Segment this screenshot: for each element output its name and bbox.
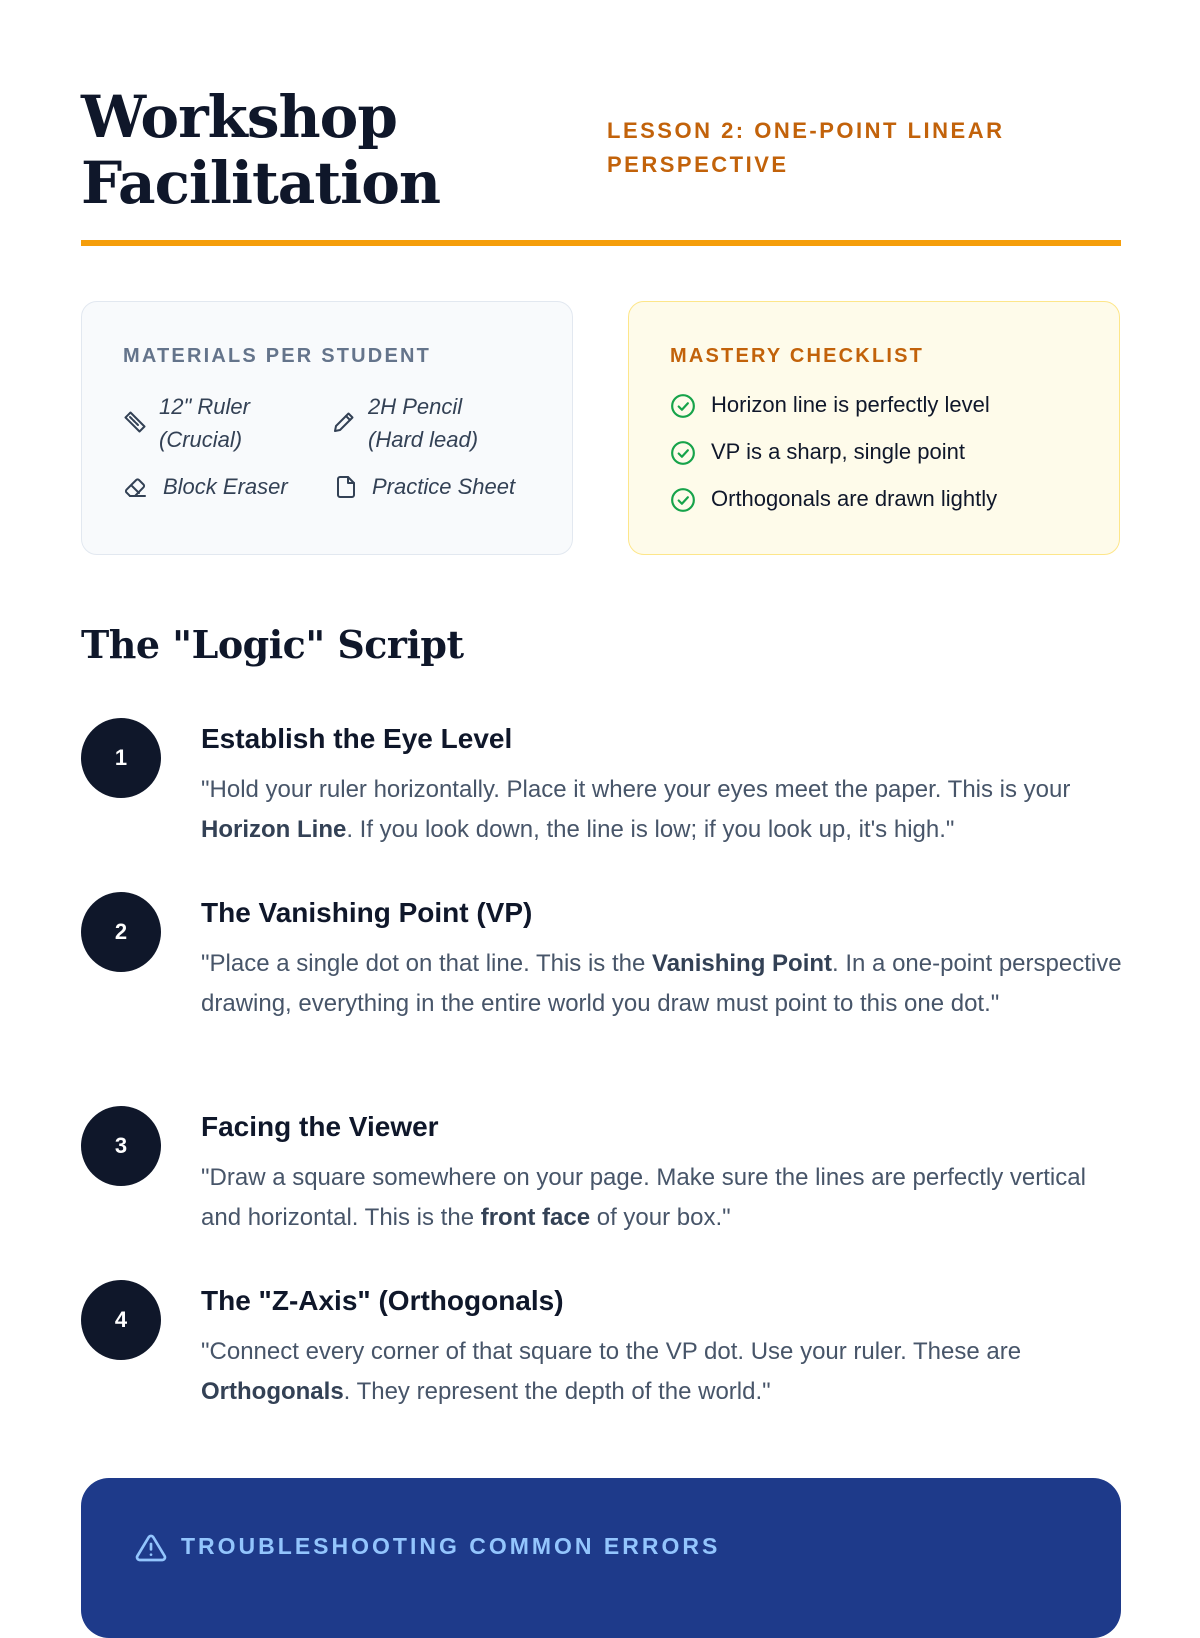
material-item-sublabel: (Crucial)	[159, 427, 243, 452]
material-item-sublabel: (Hard lead)	[368, 427, 479, 452]
lesson-subtitle-line2: PERSPECTIVE	[607, 152, 789, 177]
step-body	[201, 1332, 1123, 1412]
materials-title: MATERIALS PER STUDENT	[123, 345, 432, 367]
material-item-eraser	[123, 470, 323, 504]
step-body	[201, 944, 1123, 1024]
step-body-keyword: front face	[480, 1204, 591, 1231]
page-title-line2: Facilitation	[81, 149, 441, 217]
material-item-label: Block Eraser	[163, 474, 288, 499]
warning-icon	[135, 1532, 167, 1564]
material-item-label: 2H Pencil	[368, 394, 463, 419]
page-header	[81, 80, 1121, 240]
step-body-text: "Draw a square somewhere on your page. Make sure the lines are perfectly vertical and horizontal. This is the	[201, 1164, 1086, 1231]
lesson-subtitle	[607, 114, 1077, 182]
step-body	[201, 1158, 1123, 1238]
eraser-icon	[123, 475, 147, 499]
step-body-keyword: Horizon Line	[201, 816, 347, 843]
step-body	[201, 770, 1123, 850]
check-circle-icon	[670, 487, 696, 513]
material-item-label: Practice Sheet	[372, 474, 516, 499]
checklist-item-label: Horizon line is perfectly level	[711, 392, 990, 417]
script-section-title: The "Logic" Script	[81, 622, 464, 667]
materials-card	[81, 301, 573, 555]
troubleshooting-panel	[81, 1478, 1121, 1638]
step-title: The "Z-Axis" (Orthogonals)	[201, 1285, 564, 1316]
step-body-text: . In a one-point perspective drawing, everything in the entire world you draw must point to this one dot."	[201, 950, 1122, 1017]
material-item-label: 12" Ruler	[159, 394, 250, 419]
material-item-pencil	[332, 390, 532, 460]
checklist-title: MASTERY CHECKLIST	[670, 345, 925, 367]
mastery-checklist-card	[628, 301, 1120, 555]
step-title: Facing the Viewer	[201, 1111, 439, 1142]
step-number-badge: 1	[81, 718, 161, 798]
step-body-text: "Place a single dot on that line. This is the	[201, 950, 653, 977]
script-step-3	[81, 1106, 1121, 1236]
page-title	[81, 84, 581, 216]
checklist-item-label: Orthogonals are drawn lightly	[711, 486, 998, 511]
step-body-text: . If you look down, the line is low; if you look up, it's high."	[346, 816, 955, 843]
step-title: The Vanishing Point (VP)	[201, 897, 533, 928]
step-number-badge: 3	[81, 1106, 161, 1186]
step-title: Establish the Eye Level	[201, 723, 513, 754]
check-circle-icon	[670, 393, 696, 419]
material-item-ruler	[123, 390, 313, 460]
step-body-text: "Connect every corner of that square to the VP dot. Use your ruler. These are	[201, 1338, 1022, 1365]
checklist-item-label: VP is a sharp, single point	[711, 439, 965, 464]
step-number-badge: 2	[81, 892, 161, 972]
ruler-icon	[123, 410, 147, 434]
step-body-text: . They represent the depth of the world."	[343, 1378, 771, 1405]
pencil-icon	[332, 410, 356, 434]
file-icon	[334, 475, 358, 499]
troubleshooting-title: TROUBLESHOOTING COMMON ERRORS	[181, 1533, 721, 1559]
step-body-keyword: Vanishing Point	[652, 950, 833, 977]
header-divider	[81, 240, 1121, 246]
check-circle-icon	[670, 440, 696, 466]
step-number-badge: 4	[81, 1280, 161, 1360]
step-body-keyword: Orthogonals	[201, 1378, 344, 1405]
script-step-4	[81, 1280, 1121, 1410]
script-step-1	[81, 718, 1121, 848]
step-body-text: of your box."	[590, 1204, 731, 1231]
page-title-line1: Workshop	[81, 83, 397, 151]
material-item-practice-sheet	[334, 470, 554, 504]
lesson-subtitle-line1: LESSON 2: ONE-POINT LINEAR	[607, 118, 1005, 143]
step-body-text: "Hold your ruler horizontally. Place it where your eyes meet the paper. This is your	[201, 776, 1071, 803]
script-step-2	[81, 892, 1121, 1062]
